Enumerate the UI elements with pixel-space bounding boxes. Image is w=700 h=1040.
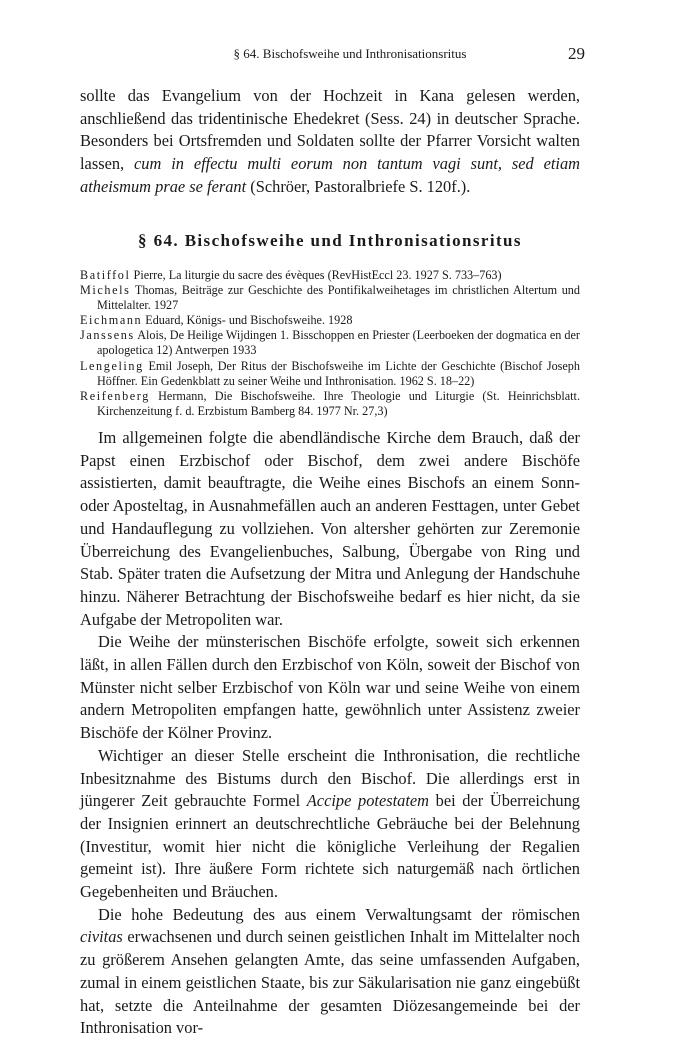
body-paragraph-2: Die Weihe der münsterischen Bischöfe erfolgte, soweit sich erkennen läßt, in allen Fällen durch den Erzbischof von Köln, soweit der Bischof von Münster nicht selber Erzbischof von Köln war und seine Weihe von einem andern Metropoliten empfangen hatte, gewöhnlich unter Assistenz zweier Bischöfe der Kölner Provinz. xyxy=(80,632,580,743)
bibliography-entry xyxy=(80,268,580,283)
main-text xyxy=(80,427,580,1040)
latin-term: civitas xyxy=(80,927,123,947)
body-paragraph-3 xyxy=(80,745,580,904)
intro-paragraph-block xyxy=(80,85,580,199)
paragraph-text: bei der Überreichung der Insignien erinnert an deutschrechtliche Gebräuche bei der Belehnung (Investitur, womit hier nicht die königliche Verleihung der Regalien gemeint ist). Ihre äußere Form richtete sich naturgemäß nach örtlichen Gegebenheiten und Bräuchen. xyxy=(80,791,580,902)
bib-author: Janssens xyxy=(80,328,135,343)
bib-author: Michels xyxy=(80,283,131,298)
page-number: 29 xyxy=(568,44,585,63)
intro-text: sollte das Evangelium von der Hochzeit in Kana gelesen werden, anschließend das tridentinische Ehedekret (Sess. 24) in deutscher Sprache. Besonders bei Ortsfremden und Soldaten sollte der Pfarrer Vorsicht walten lassen, xyxy=(80,86,580,174)
paragraph-text: erwachsenen und durch seinen geistlichen Inhalt im Mittelalter noch zu größerem Ansehen gelangten Amte, das seine umfassenden Aufgaben, zumal in einem geistlichen Staate, bis zur Säkularisation nie ganz eingebüßt hat, setzte die Anteilnahme der gesamten Diözesangemeinde bei der Inthronisation vor- xyxy=(80,927,580,1038)
bib-reference: Thomas, Beiträge zur Geschichte des Pontifikalweihetages im christlichen Altertum und Mittelalter. 1927 xyxy=(97,283,580,313)
running-title: § 64. Bischofsweihe und Inthronisationsritus xyxy=(233,46,467,61)
running-header xyxy=(0,44,700,64)
bib-reference: Hermann, Die Bischofsweihe. Ihre Theologie und Liturgie (St. Heinrichsblatt. Kirchenzeitung f. d. Erzbistum Bamberg 84. 1977 Nr. 27,3) xyxy=(97,388,580,418)
bibliography-entry xyxy=(80,359,580,389)
section-heading: § 64. Bischofsweihe und Inthronisationsritus xyxy=(138,231,522,250)
bib-reference: Pierre, La liturgie du sacre des évèques (RevHistEccl 23. 1927 S. 733–763) xyxy=(130,268,502,282)
bib-reference: Emil Joseph, Der Ritus der Bischofsweihe im Lichte der Geschichte (Bischof Joseph Höffner. Ein Gedenkblatt zu seiner Weihe und Inthronisation. 1962 S. 18–22) xyxy=(97,358,580,388)
bibliography-entry xyxy=(80,328,580,358)
bib-reference: Eduard, Königs- und Bischofsweihe. 1928 xyxy=(142,313,353,328)
latin-formula: Accipe potestatem xyxy=(306,791,430,811)
paragraph-text: Wichtiger an dieser Stelle erscheint die Inthronisation, die rechtliche Inbesitznahme des Bistums durch den Bischof. Die allerdings erst in jüngerer Zeit gebrauchte Formel xyxy=(80,745,580,811)
bib-author: Eichmann xyxy=(80,313,143,328)
body-paragraph-4 xyxy=(80,904,580,1040)
paragraph-text: Die hohe Bedeutung des aus einem Verwaltungsamt der römischen xyxy=(98,904,580,924)
body-paragraph-1: Im allgemeinen folgte die abendländische Kirche dem Brauch, daß der Papst einen Erzbischof oder Bischof, dem zwei andere Bischöfe assistierten, damit beauftragte, die Weihe eines Bischofs an einem Sonn- oder Aposteltag, in Ausnahmefällen auch an anderen Festtagen, unter Gebet und Handauflegung zu vollziehen. Von altersher gehörten zur Zeremonie Überreichung des Evangelienbuches, Salbung, Übergabe von Ring und Stab. Später traten die Aufsetzung der Mitra und Anlegung der Handschuhe hinzu. Näherer Betrachtung der Bischofsweihe bedarf es hier nicht, da sie Aufgabe der Metropoliten war. xyxy=(80,428,580,629)
bibliography-entry xyxy=(80,389,580,419)
bib-reference: Alois, De Heilige Wijdingen 1. Bisschoppen en Priester (Leerboeken der dogmatica en der apologetica 12) Antwerpen 1933 xyxy=(97,328,580,358)
bib-author: Lengeling xyxy=(80,358,144,373)
bibliography xyxy=(80,268,580,419)
intro-citation: (Schröer, Pastoralbriefe S. 120f.). xyxy=(246,176,471,196)
bibliography-entry xyxy=(80,283,580,313)
bibliography-entry xyxy=(80,313,580,328)
bib-author: Reifenberg xyxy=(80,388,150,403)
latin-quote: cum in effectu multi eorum non tantum vagi sunt, sed etiam atheismum prae se ferant xyxy=(80,154,580,196)
intro-paragraph xyxy=(80,85,580,199)
bib-author: Batiffol xyxy=(80,268,131,282)
